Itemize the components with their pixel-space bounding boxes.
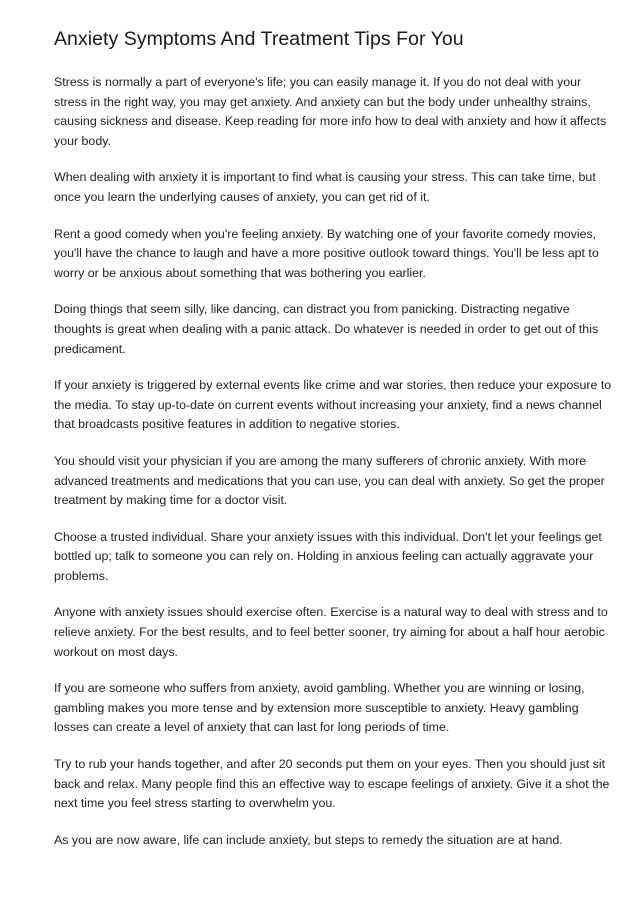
paragraph: Try to rub your hands together, and after 20 seconds put them on your eyes. Then you should just sit back and relax. Many people find this an effective way to escape feelings of anxiety. Give it a shot the next time you feel stress starting to overwhelm you. [54,757,610,811]
paragraph: If your anxiety is triggered by external events like crime and war stories, then reduce your exposure to the media. To stay up-to-date on current events without increasing your anxiety, find a news channel that broadcasts positive features in addition to negative stories. [54,378,612,432]
paragraph: You should visit your physician if you are among the many sufferers of chronic anxiety. With more advanced treatments and medications that you can use, you can deal with anxiety. So get the proper treatment by making time for a doctor visit. [54,453,605,508]
paragraph: As you are now aware, life can include anxiety, but steps to remedy the situation are at hand. [54,832,563,847]
paragraph: Rent a good comedy when you're feeling anxiety. By watching one of your favorite comedy movies, you'll have the chance to laugh and have a more positive outlook toward things. You'll be less apt to worry or be anxious about something that was bothering you earlier. [54,226,599,280]
paragraph: If you are someone who suffers from anxiety, avoid gambling. Whether you are winning or losing, gambling makes you more tense and by extension more susceptible to anxiety. Heavy gambling losses can create a level of anxiety that can last for long periods of time. [54,681,585,735]
paragraph: When dealing with anxiety it is important to find what is causing your stress. This can take time, but once you learn the underlying causes of anxiety, you can get rid of it. [54,170,596,204]
paragraph: Choose a trusted individual. Share your anxiety issues with this individual. Don't let your feelings get bottled up; talk to someone you can rely on. Holding in anxious feeling can actually aggravate your problems. [54,529,602,583]
document-body [54,73,612,850]
paragraph: Anyone with anxiety issues should exercise often. Exercise is a natural way to deal with stress and to relieve anxiety. For the best results, and to feel better sooner, try aiming for about a half hour aerobic workout on most days. [54,605,608,659]
page-title: Anxiety Symptoms And Treatment Tips For You [54,28,464,50]
paragraph: Stress is normally a part of everyone's life; you can easily manage it. If you do not deal with your stress in the right way, you may get anxiety. And anxiety can but the body under unhealthy strains, causing sickness and disease. Keep reading for more info how to deal with anxiety and how it affects your body. [54,75,607,148]
paragraph: Doing things that seem silly, like dancing, can distract you from panicking. Distracting negative thoughts is great when dealing with a panic attack. Do whatever is needed in order to get out of this predicament. [54,302,599,356]
